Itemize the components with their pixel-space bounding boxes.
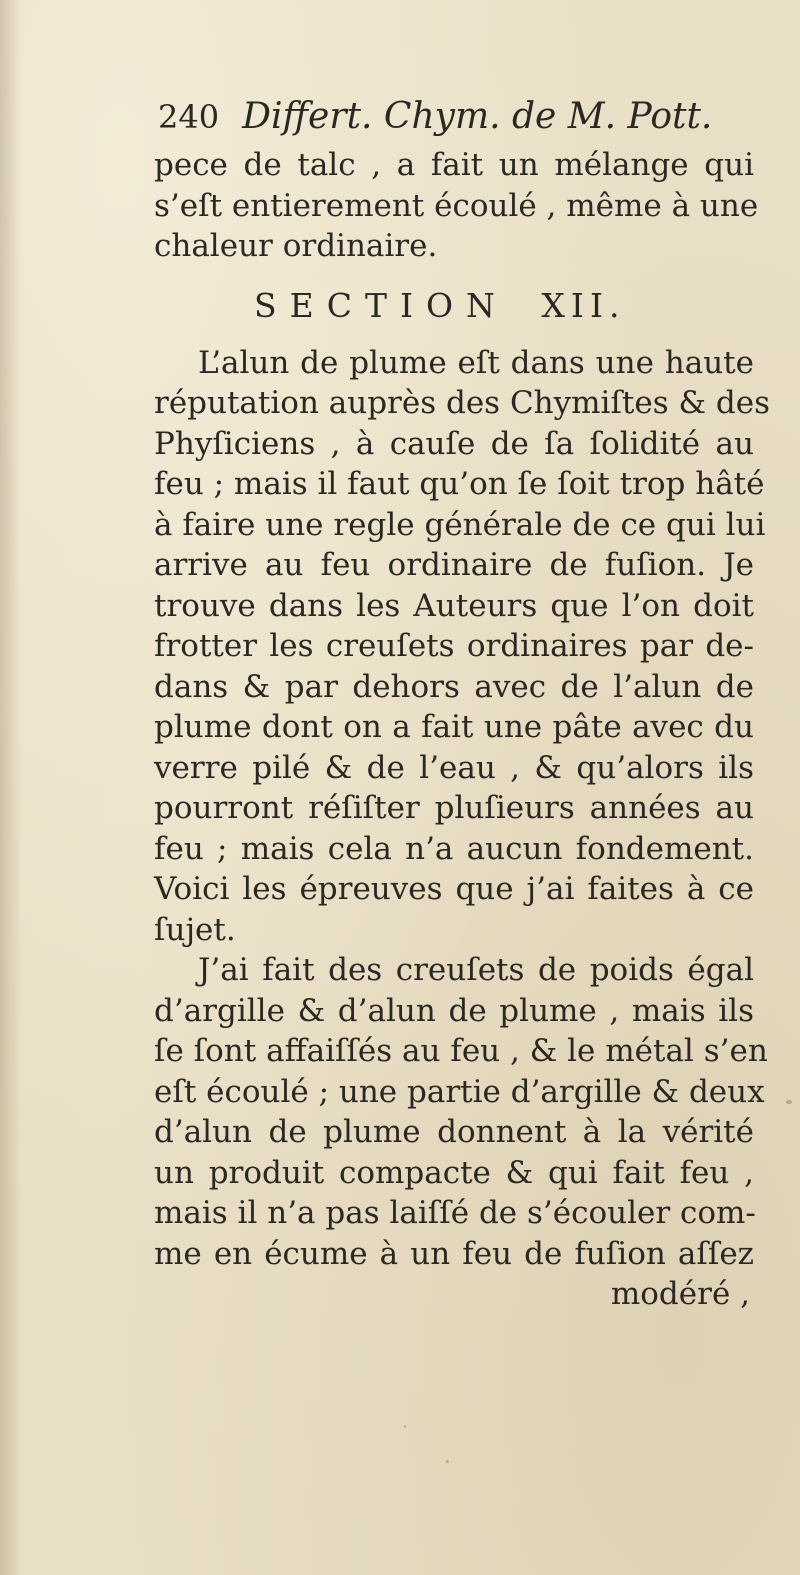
- text-line: eſt écoulé ; une partie d’argille & deux: [154, 1073, 765, 1110]
- text-line: trouve dans les Auteurs que l’on doit: [154, 587, 754, 624]
- text-line: ſujet.: [154, 911, 236, 948]
- text-line: ſe ſont affaiſſés au feu , & le métal s’en: [154, 1033, 768, 1069]
- text-line: feu ; mais il faut qu’on ſe ſoit trop hâté: [154, 466, 765, 502]
- text-line: à faire une regle générale de ce qui lui: [154, 506, 766, 543]
- text-line: plume dont on a fait une pâte avec du: [154, 709, 754, 745]
- text-line: dans & par dehors avec de l’alun de: [154, 668, 754, 705]
- paper-speck: [404, 1425, 406, 1428]
- paragraph-2: [154, 950, 768, 1274]
- text-line: arrive au feu ordinaire de fuſion. Je: [154, 547, 754, 583]
- text-line: réputation auprès des Chymiſtes & des: [154, 385, 771, 421]
- page-edge-shadow: [0, 0, 22, 1575]
- text-line: L’alun de plume eſt dans une haute: [198, 344, 754, 381]
- text-line: s’eſt entierement écoulé , même à une: [154, 187, 759, 224]
- text-line: Voici les épreuves que j’ai faites à ce: [154, 871, 754, 907]
- text-line: mais il n’a pas laiſſé de s’écouler com-: [154, 1195, 756, 1231]
- section-heading: [154, 281, 754, 343]
- paper-speck: [786, 1100, 792, 1104]
- text-line: me en écume à un feu de fuſion aſſez: [154, 1235, 754, 1272]
- paper-speck: [446, 1460, 449, 1463]
- text-line: frotter les creuſets ordinaires par de-: [154, 628, 754, 664]
- text-line: verre pilé & de l’eau , & qu’alors ils: [154, 749, 754, 786]
- text-line: d’argille & d’alun de plume , mais ils: [154, 992, 754, 1029]
- text-line: chaleur ordinaire.: [154, 228, 438, 264]
- running-title: Differt. Chym. de M. Pott.: [242, 96, 713, 137]
- running-head: [158, 96, 718, 146]
- body-text: [154, 145, 771, 1315]
- text-line: J’ai fait des creuſets de poids égal: [198, 952, 754, 988]
- text-line: un produit compacte & qui fait feu ,: [154, 1154, 754, 1191]
- text-line: pece de talc , a fait un mélange qui: [154, 147, 754, 183]
- page-number: 240: [158, 98, 220, 136]
- opening-paragraph: [154, 145, 759, 267]
- text-line: Phyſiciens , à cauſe de ſa ſolidité au: [154, 425, 754, 462]
- section-label: SECTION: [254, 285, 508, 325]
- text-line: d’alun de plume donnent à la vérité: [154, 1114, 754, 1150]
- text-line: feu ; mais cela n’a aucun fondement.: [154, 830, 754, 867]
- paragraph-1: [154, 343, 771, 951]
- catchword: modéré ,: [610, 1276, 750, 1312]
- text-line: pourront réſiſter pluſieurs années au: [154, 790, 754, 826]
- section-numeral: XII.: [541, 285, 626, 325]
